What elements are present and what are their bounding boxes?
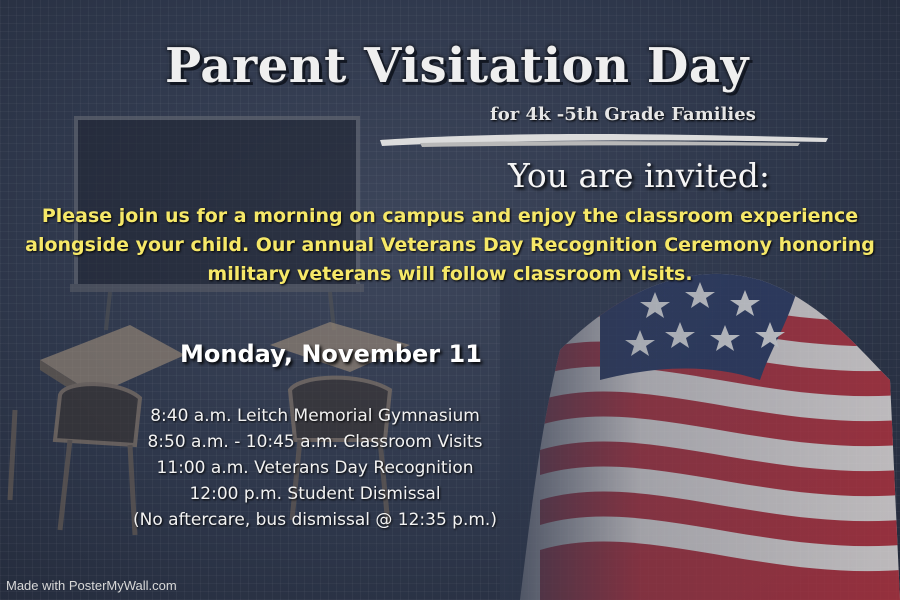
schedule-item: 11:00 a.m. Veterans Day Recognition	[156, 458, 474, 478]
invited-heading: You are invited:	[508, 156, 771, 195]
poster-subtitle: for 4k -5th Grade Families	[490, 104, 756, 125]
watermark: Made with PosterMyWall.com	[6, 578, 177, 593]
schedule-item: 8:50 a.m. - 10:45 a.m. Classroom Visits	[147, 432, 483, 452]
schedule-item: 12:00 p.m. Student Dismissal	[189, 484, 441, 504]
invitation-text: Please join us for a morning on campus and enjoy the classroom experience alongside your child. Our annual Veterans Day Recognition Ceremony honoring military veterans will follow classroom visits.	[25, 205, 875, 285]
schedule-item: 8:40 a.m. Leitch Memorial Gymnasium	[150, 406, 480, 426]
schedule-list	[90, 403, 540, 533]
schedule-item: (No aftercare, bus dismissal @ 12:35 p.m.)	[133, 510, 497, 530]
brush-stroke-divider	[380, 134, 828, 147]
poster-title: Parent Visitation Day	[165, 38, 749, 94]
american-flag-illustration	[500, 258, 900, 600]
event-date: Monday, November 11	[180, 340, 482, 368]
